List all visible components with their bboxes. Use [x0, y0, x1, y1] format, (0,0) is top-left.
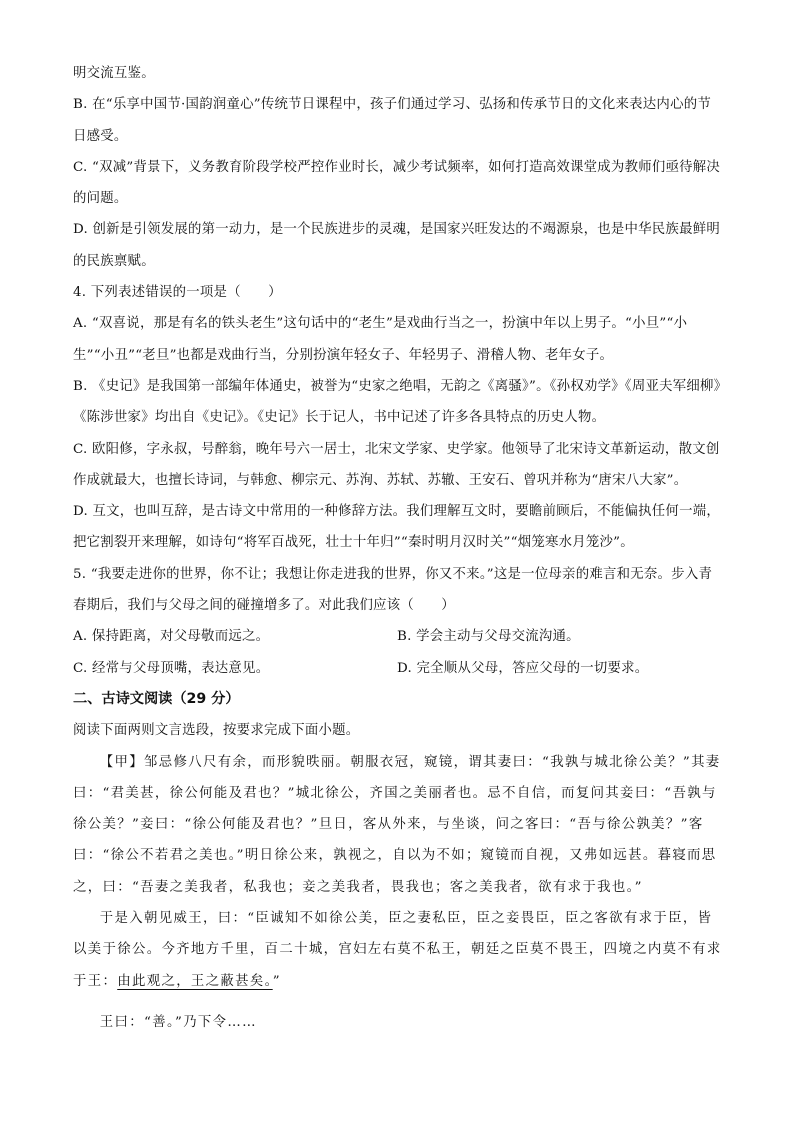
passage-paragraph-3: 王曰：“善。”乃下令……	[99, 1014, 257, 1030]
q5-options-row-2	[73, 653, 723, 684]
section-heading: 二、古诗文阅读（29 分）	[73, 690, 240, 707]
q5-stem: 5. “我要走进你的世界，你不让；我想让你走进我的世界，你又不来。”这是一位母亲的难言和无奈。步入青春期后，我们与父母之间的碰撞增多了。对此我们应该（ ）	[73, 566, 713, 614]
q4-option-a: A. “双喜说，那是有名的铁头老生”这句话中的“老生”是戏曲行当之一，扮演中年以上男子。“小旦”“小生”“小丑”“老旦”也都是戏曲行当，分别扮演年轻女子、年轻男子、滑稽人物、老年女子。	[73, 316, 688, 363]
closing-quote: ”	[272, 973, 281, 989]
q3-option-c: C. “双减”背景下，义务教育阶段学校严控作业时长，减少考试频率，如何打造高效课堂成为教师们亟待解决的问题。	[73, 159, 721, 207]
passage-paragraph-2	[73, 903, 723, 997]
q4-option-b: B. 《史记》是我国第一部编年体通史，被誉为“史家之绝唱，无韵之《离骚》”。《孙权劝学》《周亚夫军细柳》《陈涉世家》均出自《史记》。《史记》长于记人，书中记述了许多各具特点的历史人物。	[73, 378, 721, 426]
q4-option-c: C. 欧阳修，字永叔，号醉翁，晚年号六一居士，北宋文学家、史学家。他领导了北宋诗文革新运动，散文创作成就最大，也擅长诗词，与韩愈、柳宗元、苏洵、苏轼、苏辙、王安石、曾巩并称为“唐宋八大家”。	[73, 441, 720, 488]
passage-paragraph-2-main: 于是入朝见威王，曰：“臣诚知不如徐公美，臣之妻私臣，臣之妾畏臣，臣之客欲有求于臣，皆以美于徐公。今齐地方千里，百二十城，宫妇左右莫不私王，朝廷之臣莫不畏王，四境之内莫不有求于王：	[73, 911, 722, 989]
q4-stem: 4. 下列表述错误的一项是（ ）	[73, 285, 282, 301]
section-intro: 阅读下面两则文言选段，按要求完成下面小题。	[73, 723, 360, 739]
q4-option-d: D. 互文，也叫互辞，是古诗文中常用的一种修辞方法。我们理解互文时，要瞻前顾后，不能偏执任何一端，把它割裂开来理解，如诗句“将军百战死，壮士十年归”“秦时明月汉时关”“烟笼寒水月笼沙”。	[73, 504, 720, 551]
q3-option-b: B. 在“乐享中国节·国韵润童心”传统节日课程中，孩子们通过学习、弘扬和传承节日的文化来表达内心的节日感受。	[73, 97, 711, 144]
q5-option-c: C. 经常与父母顶嘴，表达意见。	[73, 660, 270, 676]
q5-option-d: D. 完全顺从父母，答应父母的一切要求。	[397, 660, 649, 676]
q3-option-d: D. 创新是引领发展的第一动力，是一个民族进步的灵魂，是国家兴旺发达的不竭源泉，也是中华民族最鲜明的民族禀赋。	[73, 222, 720, 269]
passage-paragraph-1: 【甲】邹忌修八尺有余，而形貌昳丽。朝服衣冠，窥镜，谓其妻曰：“我孰与城北徐公美？”其妻曰：“君美甚，徐公何能及君也？”城北徐公，齐国之美丽者也。忌不自信，而复问其妾曰：“吾孰与徐公美？”妾曰：“徐公何能及君也？”旦日，客从外来，与坐谈，问之客曰：“吾与徐公孰美？”客曰：“徐公不若君之美也。”明日徐公来，孰视之，自以为不如；窥镜而自视，又弗如远甚。暮寝而思之，曰：“吾妻之美我者，私我也；妾之美我者，畏我也；客之美我者，欲有求于我也。”	[73, 754, 721, 895]
underlined-sentence: 由此观之，王之蔽甚矣。	[117, 973, 273, 989]
exam-page	[73, 58, 723, 1038]
q5-option-b: B. 学会主动与父母交流沟通。	[397, 629, 580, 645]
q3-option-a-tail: 明交流互鉴。	[73, 66, 155, 81]
q5-options-row-1	[73, 621, 723, 652]
q5-option-a: A. 保持距离，对父母敬而远之。	[73, 629, 270, 645]
